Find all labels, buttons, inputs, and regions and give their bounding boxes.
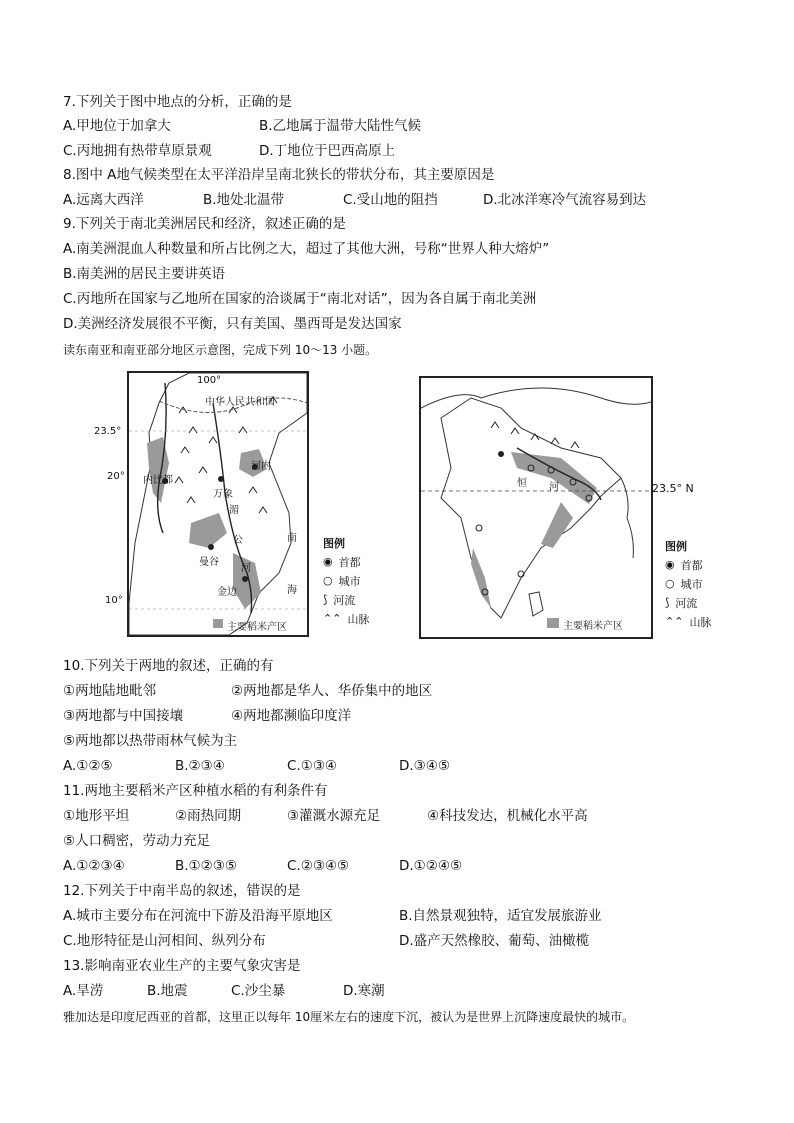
legend-capital-label-right: 首都 (680, 558, 703, 572)
lat-235-label: 23.5° (94, 426, 122, 437)
legend-river-label: 河流 (333, 593, 356, 607)
q11-option-d: D.①②④⑤ (399, 858, 463, 874)
legend-city-row (323, 571, 369, 590)
country-label-china: 中华人民共和国 (205, 397, 275, 408)
q8-option-b: B.地处北温带 (203, 192, 285, 208)
legend-capital-row-right (665, 555, 711, 574)
legend-mountain-row-right (665, 612, 711, 631)
q13-option-b: B.地震 (147, 983, 188, 999)
q12-stem: 12.下列关于中南半岛的叙述，错误的是 (63, 883, 301, 899)
q9-option-c: C.丙地所在国家与乙地所在国家的洽谈属于“南北对话”，因为各自属于南北美洲 (63, 291, 537, 307)
river-char-gong: 公 (233, 535, 243, 546)
q9-option-d: D.美洲经济发展很不平衡，只有美国、墨西哥是发达国家 (63, 316, 402, 332)
city-hanoi-label: 河内 (251, 461, 271, 472)
rice-legend-label: 主要稻米产区 (227, 622, 287, 633)
q9-stem: 9.下列关于南北美洲居民和经济，叙述正确的是 (63, 216, 346, 232)
legend-mountain-label-right: 山脉 (689, 615, 712, 629)
city-vientiane-label: 万象 (213, 489, 233, 500)
river-char-mei: 湄 (229, 505, 239, 516)
legend-city-label: 城市 (338, 574, 361, 588)
q12-option-c: C.地形特征是山河相间、纵列分布 (63, 933, 266, 949)
legend-mountain-label: 山脉 (347, 612, 370, 626)
q11-statement-4: ④科技发达，机械化水平高 (427, 808, 588, 824)
lat-235n-label: 23.5° N (652, 482, 694, 495)
capital-icon: ◉ (323, 555, 333, 568)
river-icon: ⟆ (665, 596, 670, 609)
rice-legend-swatch-right (547, 618, 559, 628)
q10-stem: 10.下列关于两地的叙述，正确的有 (63, 658, 274, 674)
rice-legend-swatch (213, 619, 223, 628)
q10-statement-4: ④两地都濒临印度洋 (231, 708, 352, 724)
q10-option-c: C.①③④ (287, 758, 338, 774)
city-naypyidaw-label: 内比都 (143, 475, 173, 486)
legend-title: 图例 (323, 536, 345, 550)
mountain-icon: ⌃⌃ (665, 615, 684, 628)
q10-option-d: D.③④⑤ (399, 758, 450, 774)
q11-statement-5: ⑤人口稠密，劳动力充足 (63, 833, 211, 849)
left-map-legend (323, 533, 369, 628)
south-asia-map (419, 376, 653, 639)
legend-capital-row (323, 552, 369, 571)
q10-option-a: A.①②⑤ (63, 758, 113, 774)
q10-option-b: B.②③④ (175, 758, 225, 774)
q11-option-c: C.②③④⑤ (287, 858, 350, 874)
maps-intro: 读东南亚和南亚部分地区示意图，完成下列 10～13 小题。 (63, 343, 378, 357)
q8-option-c: C.受山地的阻挡 (343, 192, 438, 208)
city-icon: ○ (323, 574, 333, 587)
lat-20-label: 20° (107, 471, 125, 482)
river-char-he-right: 河 (549, 482, 559, 493)
city-phnompenh-label: 金边 (217, 587, 237, 598)
legend-river-label-right: 河流 (675, 596, 698, 610)
q11-stem: 11.两地主要稻米产区种植水稻的有利条件有 (63, 783, 328, 799)
q8-stem: 8.图中 A地气候类型在太平洋沿岸呈南北狭长的带状分布，其主要原因是 (63, 167, 495, 183)
river-icon: ⟆ (323, 593, 328, 606)
q12-option-a: A.城市主要分布在河流中下游及沿海平原地区 (63, 908, 333, 924)
capital-icon: ◉ (665, 558, 675, 571)
q8-option-a: A.远离大西洋 (63, 192, 144, 208)
jakarta-intro: 雅加达是印度尼西亚的首都，这里正以每年 10厘米左右的速度下沉，被认为是世界上沉降速度最快的城市。 (63, 1010, 635, 1024)
q9-option-a: A.南美洲混血人种数量和所占比例之大，超过了其他大洲，号称“世界人种大熔炉” (63, 241, 550, 257)
legend-title-right: 图例 (665, 539, 687, 553)
q13-option-c: C.沙尘暴 (231, 983, 286, 999)
q13-option-d: D.寒潮 (343, 983, 385, 999)
lat-10-label: 10° (105, 595, 123, 606)
q11-statement-3: ③灌溉水源充足 (287, 808, 381, 824)
q10-statement-3: ③两地都与中国接壤 (63, 708, 184, 724)
q7-option-c: C.丙地拥有热带草原景观 (63, 143, 212, 159)
legend-river-row (323, 590, 369, 609)
sea-char-nan: 南 (287, 533, 297, 544)
q9-option-b: B.南美洲的居民主要讲英语 (63, 266, 226, 282)
river-char-heng: 恒 (517, 478, 527, 489)
q13-option-a: A.旱涝 (63, 983, 104, 999)
lon-100-label: 100° (197, 375, 222, 386)
legend-mountain-row (323, 609, 369, 628)
q7-option-b: B.乙地属于温带大陆性气候 (259, 118, 422, 134)
q10-statement-1: ①两地陆地毗邻 (63, 683, 157, 699)
legend-capital-label: 首都 (338, 555, 361, 569)
q7-option-a: A.甲地位于加拿大 (63, 118, 171, 134)
sea-char-hai: 海 (287, 585, 297, 596)
legend-river-row-right (665, 593, 711, 612)
q12-option-d: D.盛产天然橡胶、葡萄、油橄榄 (399, 933, 590, 949)
right-map-legend (665, 536, 711, 631)
southeast-asia-map (127, 371, 309, 637)
q11-statement-2: ②雨热同期 (175, 808, 242, 824)
q13-stem: 13.影响南亚农业生产的主要气象灾害是 (63, 958, 301, 974)
q12-option-b: B.自然景观独特，适宜发展旅游业 (399, 908, 602, 924)
q11-option-a: A.①②③④ (63, 858, 125, 874)
river-char-he: 河 (241, 563, 251, 574)
legend-city-row-right (665, 574, 711, 593)
rice-legend-label-right: 主要稻米产区 (563, 621, 623, 632)
q11-statement-1: ①地形平坦 (63, 808, 130, 824)
legend-city-label-right: 城市 (680, 577, 703, 591)
q11-option-b: B.①②③⑤ (175, 858, 237, 874)
city-icon: ○ (665, 577, 675, 590)
mountain-icon: ⌃⌃ (323, 612, 342, 625)
q10-statement-5: ⑤两地都以热带雨林气候为主 (63, 733, 238, 749)
south-asia-map-drawing (421, 378, 651, 637)
q7-stem: 7.下列关于图中地点的分析，正确的是 (63, 94, 292, 110)
city-bangkok-label: 曼谷 (199, 557, 219, 568)
q10-statement-2: ②两地都是华人、华侨集中的地区 (231, 683, 433, 699)
q7-option-d: D.丁地位于巴西高原上 (259, 143, 396, 159)
q8-option-d: D.北冰洋寒冷气流容易到达 (483, 192, 647, 208)
